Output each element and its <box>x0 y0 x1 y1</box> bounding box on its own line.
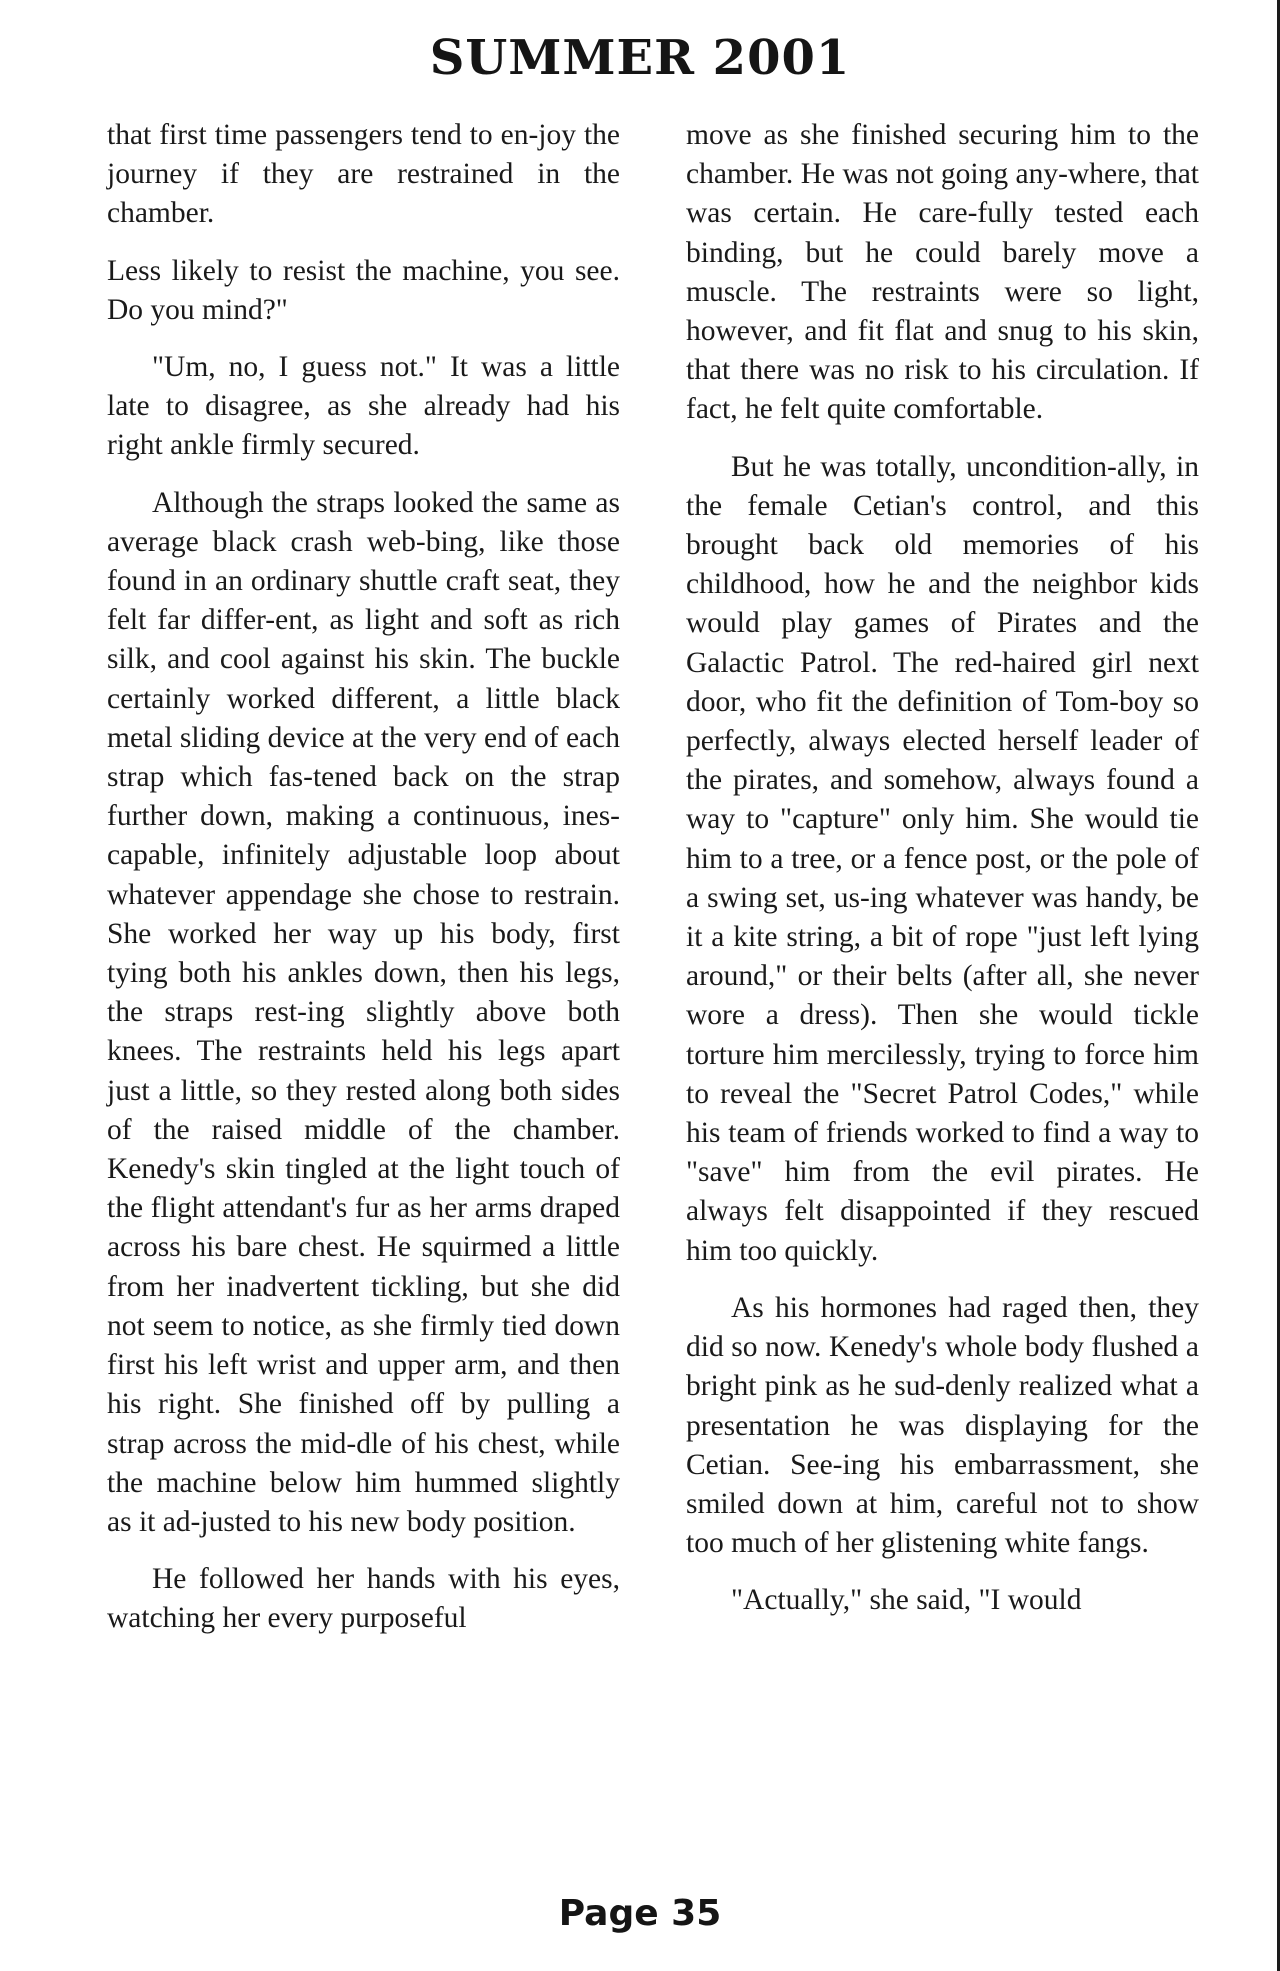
paragraph: As his hormones had raged then, they did so now. Kenedy's whole body flushed a bright pink as he sud-denly realized what a presentation he was displaying for the Cetian. See-ing his embarrassment, she smiled down at him, careful not to show too much of her glistening white fangs. <box>686 1291 1199 1560</box>
paragraph: He followed her hands with his eyes, watching her every purposeful <box>107 1563 620 1635</box>
paragraph: move as she finished securing him to the chamber. He was not going any-where, that was certain. He care-fully tested each binding, but he could barely move a muscle. The restraints were so light, however, and fit flat and snug to his skin, that there was no risk to his circulation. If fact, he felt quite comfortable. <box>686 119 1199 426</box>
paragraph: But he was totally, uncondition-ally, in the female Cetian's control, and this brought back old memories of his childhood, how he and the neighbor kids would play games of Pirates and the Galactic Patrol. The red-haired girl next door, who fit the definition of Tom-boy so perfectly, always elected herself leader of the pirates, and somehow, always found a way to "capture" only him. She would tie him to a tree, or a fence post, or the pole of a swing set, us-ing whatever was handy, be it a kite string, a bit of rope "just left lying around," or their belts (after all, she never wore a dress). Then she would tickle torture him mercilessly, trying to force him to reveal the "Secret Patrol Codes," while his team of friends worked to find a way to "save" him from the evil pirates. He always felt disappointed if they rescued him too quickly. <box>686 450 1199 1267</box>
page-number: Page 35 <box>558 1893 722 1934</box>
paragraph: Less likely to resist the machine, you see. Do you mind?" <box>107 254 620 326</box>
paragraph: "Um, no, I guess not." It was a little late to disagree, as she already had his right ankle firmly secured. <box>107 351 620 462</box>
right-column <box>686 116 1199 1639</box>
paragraph: "Actually," she said, "I would <box>731 1584 1082 1617</box>
paragraph: that first time passengers tend to en-joy the journey if they are restrained in the chamber. <box>107 119 620 230</box>
paragraph: Although the straps looked the same as average black crash web-bing, like those found in an ordinary shuttle craft seat, they felt far differ-ent, as light and soft as rich silk, and cool against his skin. The buckle certainly worked different, a little black metal sliding device at the very end of each strap which fas-tened back on the strap further down, making a continuous, ines-capable, infinitely adjustable loop about whatever appendage she chose to restrain. She worked her way up his body, first tying both his ankles down, then his legs, the straps rest-ing slightly above both knees. The restraints held his legs apart just a little, so they rested along both sides of the raised middle of the chamber. Kenedy's skin tingled at the light touch of the flight attendant's fur as her arms draped across his bare chest. He squirmed a little from her inadvertent tickling, but she did not seem to notice, as she firmly tied down first his left wrist and upper arm, and then his right. She finished off by pulling a strap across the mid-dle of his chest, while the machine below him hummed slightly as it ad-justed to his new body position. <box>107 486 620 1538</box>
page-header: SUMMER 2001 <box>429 30 851 86</box>
left-column <box>107 116 620 1657</box>
